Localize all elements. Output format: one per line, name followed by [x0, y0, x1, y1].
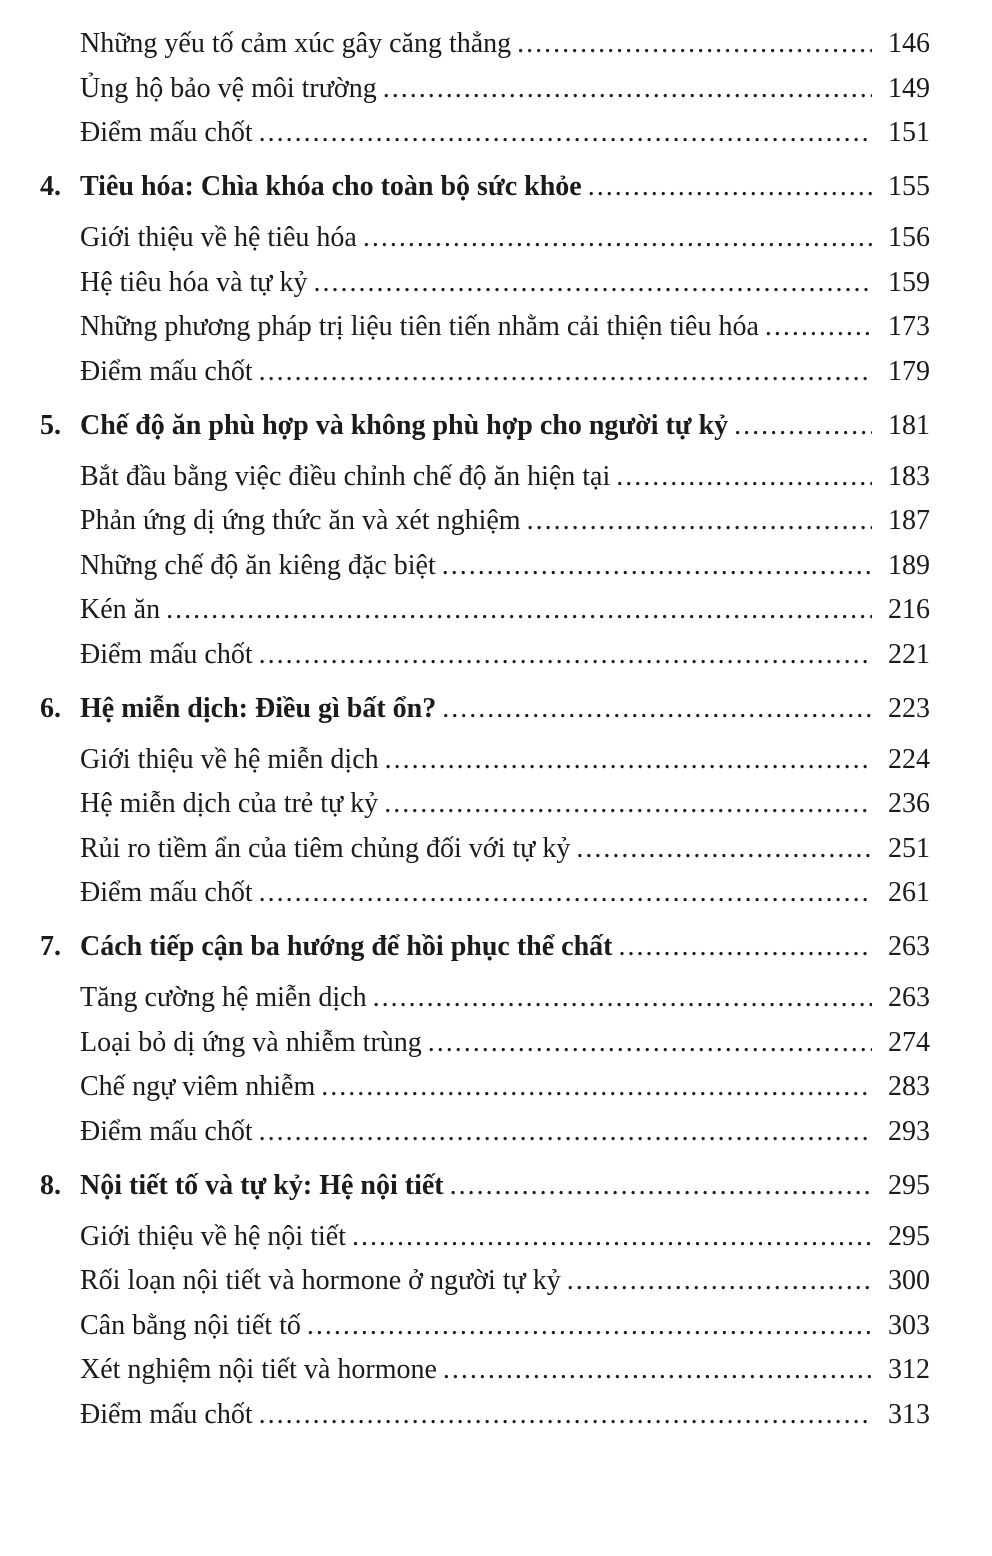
toc-subentry-row	[40, 549, 930, 581]
entry-title: Kén ăn	[80, 594, 161, 625]
toc-chapter-row	[40, 692, 930, 724]
toc-subentry-row	[40, 1309, 930, 1341]
dot-leader	[259, 641, 872, 669]
toc-subentry-row	[40, 313, 930, 341]
dot-leader	[428, 1029, 872, 1057]
toc-subentry-row	[40, 596, 930, 624]
entry-title: Giới thiệu về hệ tiêu hóa	[80, 222, 357, 253]
dot-leader	[765, 313, 872, 341]
entry-title: Tiêu hóa: Chìa khóa cho toàn bộ sức khỏe	[80, 171, 582, 202]
entry-title: Xét nghiệm nội tiết và hormone	[80, 1354, 437, 1385]
page-number: 312	[888, 1354, 930, 1385]
page-number: 261	[888, 877, 930, 908]
toc-subentry-row	[40, 1267, 930, 1295]
page-number: 303	[888, 1309, 930, 1341]
page-number: 283	[888, 1071, 930, 1102]
page-number: 295	[888, 1169, 930, 1201]
entry-title: Những phương pháp trị liệu tiên tiến nhằm cải thiện tiêu hóa	[80, 311, 759, 342]
entry-title: Chế ngự viêm nhiễm	[80, 1071, 316, 1102]
toc-chapter-row	[40, 173, 930, 201]
page-number: 313	[888, 1398, 930, 1430]
toc-subentry-row	[40, 984, 930, 1012]
toc-subentry-row	[40, 355, 930, 387]
entry-title: Điểm mấu chốt	[80, 877, 253, 908]
toc-chapter-row	[40, 933, 930, 961]
page-number: 159	[888, 266, 930, 298]
chapter-number: 4.	[40, 171, 61, 202]
entry-title: Loại bỏ dị ứng và nhiễm trùng	[80, 1026, 422, 1058]
entry-title: Chế độ ăn phù hợp và không phù hợp cho người tự kỷ	[80, 409, 729, 441]
entry-title: Điểm mấu chốt	[80, 1115, 253, 1147]
page-number: 173	[888, 311, 930, 342]
dot-leader	[450, 1172, 872, 1200]
dot-leader	[313, 269, 872, 297]
entry-title: Điểm mấu chốt	[80, 117, 253, 148]
entry-title: Bắt đầu bằng việc điều chỉnh chế độ ăn hiện tại	[80, 460, 611, 492]
toc-subentry-row	[40, 224, 930, 252]
dot-leader	[442, 552, 872, 580]
page-number: 179	[888, 355, 930, 387]
table-of-contents	[40, 30, 930, 1445]
dot-leader	[567, 1267, 872, 1295]
page-number: 263	[888, 982, 930, 1013]
chapter-number: 5.	[40, 409, 61, 441]
page-number: 151	[888, 117, 930, 148]
page-number: 156	[888, 222, 930, 253]
page-number: 155	[888, 171, 930, 202]
entry-title: Cân bằng nội tiết tố	[80, 1309, 301, 1341]
dot-leader	[259, 1118, 872, 1146]
dot-leader	[619, 933, 873, 961]
dot-leader	[734, 412, 872, 440]
dot-leader	[259, 1401, 872, 1429]
chapter-number: 8.	[40, 1169, 61, 1201]
dot-leader	[363, 224, 872, 252]
entry-title: Cách tiếp cận ba hướng để hồi phục thể chất	[80, 931, 613, 962]
entry-title: Phản ứng dị ứng thức ăn và xét nghiệm	[80, 505, 521, 536]
page-number: 295	[888, 1220, 930, 1252]
dot-leader	[259, 119, 872, 147]
dot-leader	[442, 695, 872, 723]
toc-subentry-row	[40, 1220, 930, 1252]
dot-leader	[527, 507, 872, 535]
toc-chapter-row	[40, 409, 930, 441]
toc-subentry-row	[40, 1115, 930, 1147]
dot-leader	[259, 358, 872, 386]
page-number: 221	[888, 638, 930, 670]
dot-leader	[384, 790, 872, 818]
page-number: 189	[888, 549, 930, 581]
dot-leader	[321, 1073, 872, 1101]
dot-leader	[443, 1356, 872, 1384]
toc-subentry-row	[40, 119, 930, 147]
dot-leader	[517, 30, 872, 58]
toc-subentry-row	[40, 1073, 930, 1101]
toc-subentry-row	[40, 1356, 930, 1384]
entry-title: Rối loạn nội tiết và hormone ở người tự kỷ	[80, 1265, 561, 1296]
entry-title: Giới thiệu về hệ nội tiết	[80, 1220, 346, 1252]
entry-title: Hệ tiêu hóa và tự kỷ	[80, 266, 308, 298]
toc-subentry-row	[40, 460, 930, 492]
toc-subentry-row	[40, 1026, 930, 1058]
entry-title: Những chế độ ăn kiêng đặc biệt	[80, 549, 436, 581]
toc-subentry-row	[40, 72, 930, 104]
entry-title: Những yếu tố cảm xúc gây căng thẳng	[80, 28, 512, 59]
toc-subentry-row	[40, 266, 930, 298]
entry-title: Điểm mấu chốt	[80, 1398, 253, 1430]
entry-title: Tăng cường hệ miễn dịch	[80, 982, 367, 1013]
entry-title: Hệ miễn dịch: Điều gì bất ổn?	[80, 692, 437, 724]
dot-leader	[307, 1312, 872, 1340]
page-number: 223	[888, 692, 930, 724]
toc-subentry-row	[40, 790, 930, 818]
page-number: 146	[888, 28, 930, 59]
toc-subentry-row	[40, 30, 930, 58]
page-number: 263	[888, 931, 930, 962]
page-number: 224	[888, 743, 930, 775]
page-number: 251	[888, 832, 930, 864]
toc-subentry-row	[40, 743, 930, 775]
entry-title: Rủi ro tiềm ẩn của tiêm chủng đối với tự kỷ	[80, 832, 571, 864]
dot-leader	[259, 879, 872, 907]
entry-title: Giới thiệu về hệ miễn dịch	[80, 743, 379, 775]
dot-leader	[588, 173, 872, 201]
entry-title: Nội tiết tố và tự kỷ: Hệ nội tiết	[80, 1169, 444, 1201]
page-number: 181	[888, 409, 930, 441]
page-number: 149	[888, 72, 930, 104]
toc-chapter-row	[40, 1169, 930, 1201]
page-number: 300	[888, 1265, 930, 1296]
dot-leader	[616, 463, 872, 491]
page-number: 187	[888, 505, 930, 536]
chapter-number: 6.	[40, 692, 61, 724]
toc-subentry-row	[40, 832, 930, 864]
toc-subentry-row	[40, 507, 930, 535]
chapter-number: 7.	[40, 931, 61, 962]
dot-leader	[385, 746, 872, 774]
entry-title: Điểm mấu chốt	[80, 638, 253, 670]
entry-title: Điểm mấu chốt	[80, 355, 253, 387]
dot-leader	[352, 1223, 872, 1251]
page-number: 216	[888, 594, 930, 625]
toc-subentry-row	[40, 879, 930, 907]
page-number: 236	[888, 788, 930, 819]
entry-title: Hệ miễn dịch của trẻ tự kỷ	[80, 788, 379, 819]
toc-subentry-row	[40, 638, 930, 670]
dot-leader	[166, 596, 872, 624]
toc-subentry-row	[40, 1398, 930, 1430]
entry-title: Ủng hộ bảo vệ môi trường	[80, 72, 377, 104]
page-number: 293	[888, 1115, 930, 1147]
dot-leader	[383, 75, 872, 103]
page-number: 183	[888, 460, 930, 492]
dot-leader	[373, 984, 872, 1012]
dot-leader	[576, 835, 872, 863]
page-number: 274	[888, 1026, 930, 1058]
